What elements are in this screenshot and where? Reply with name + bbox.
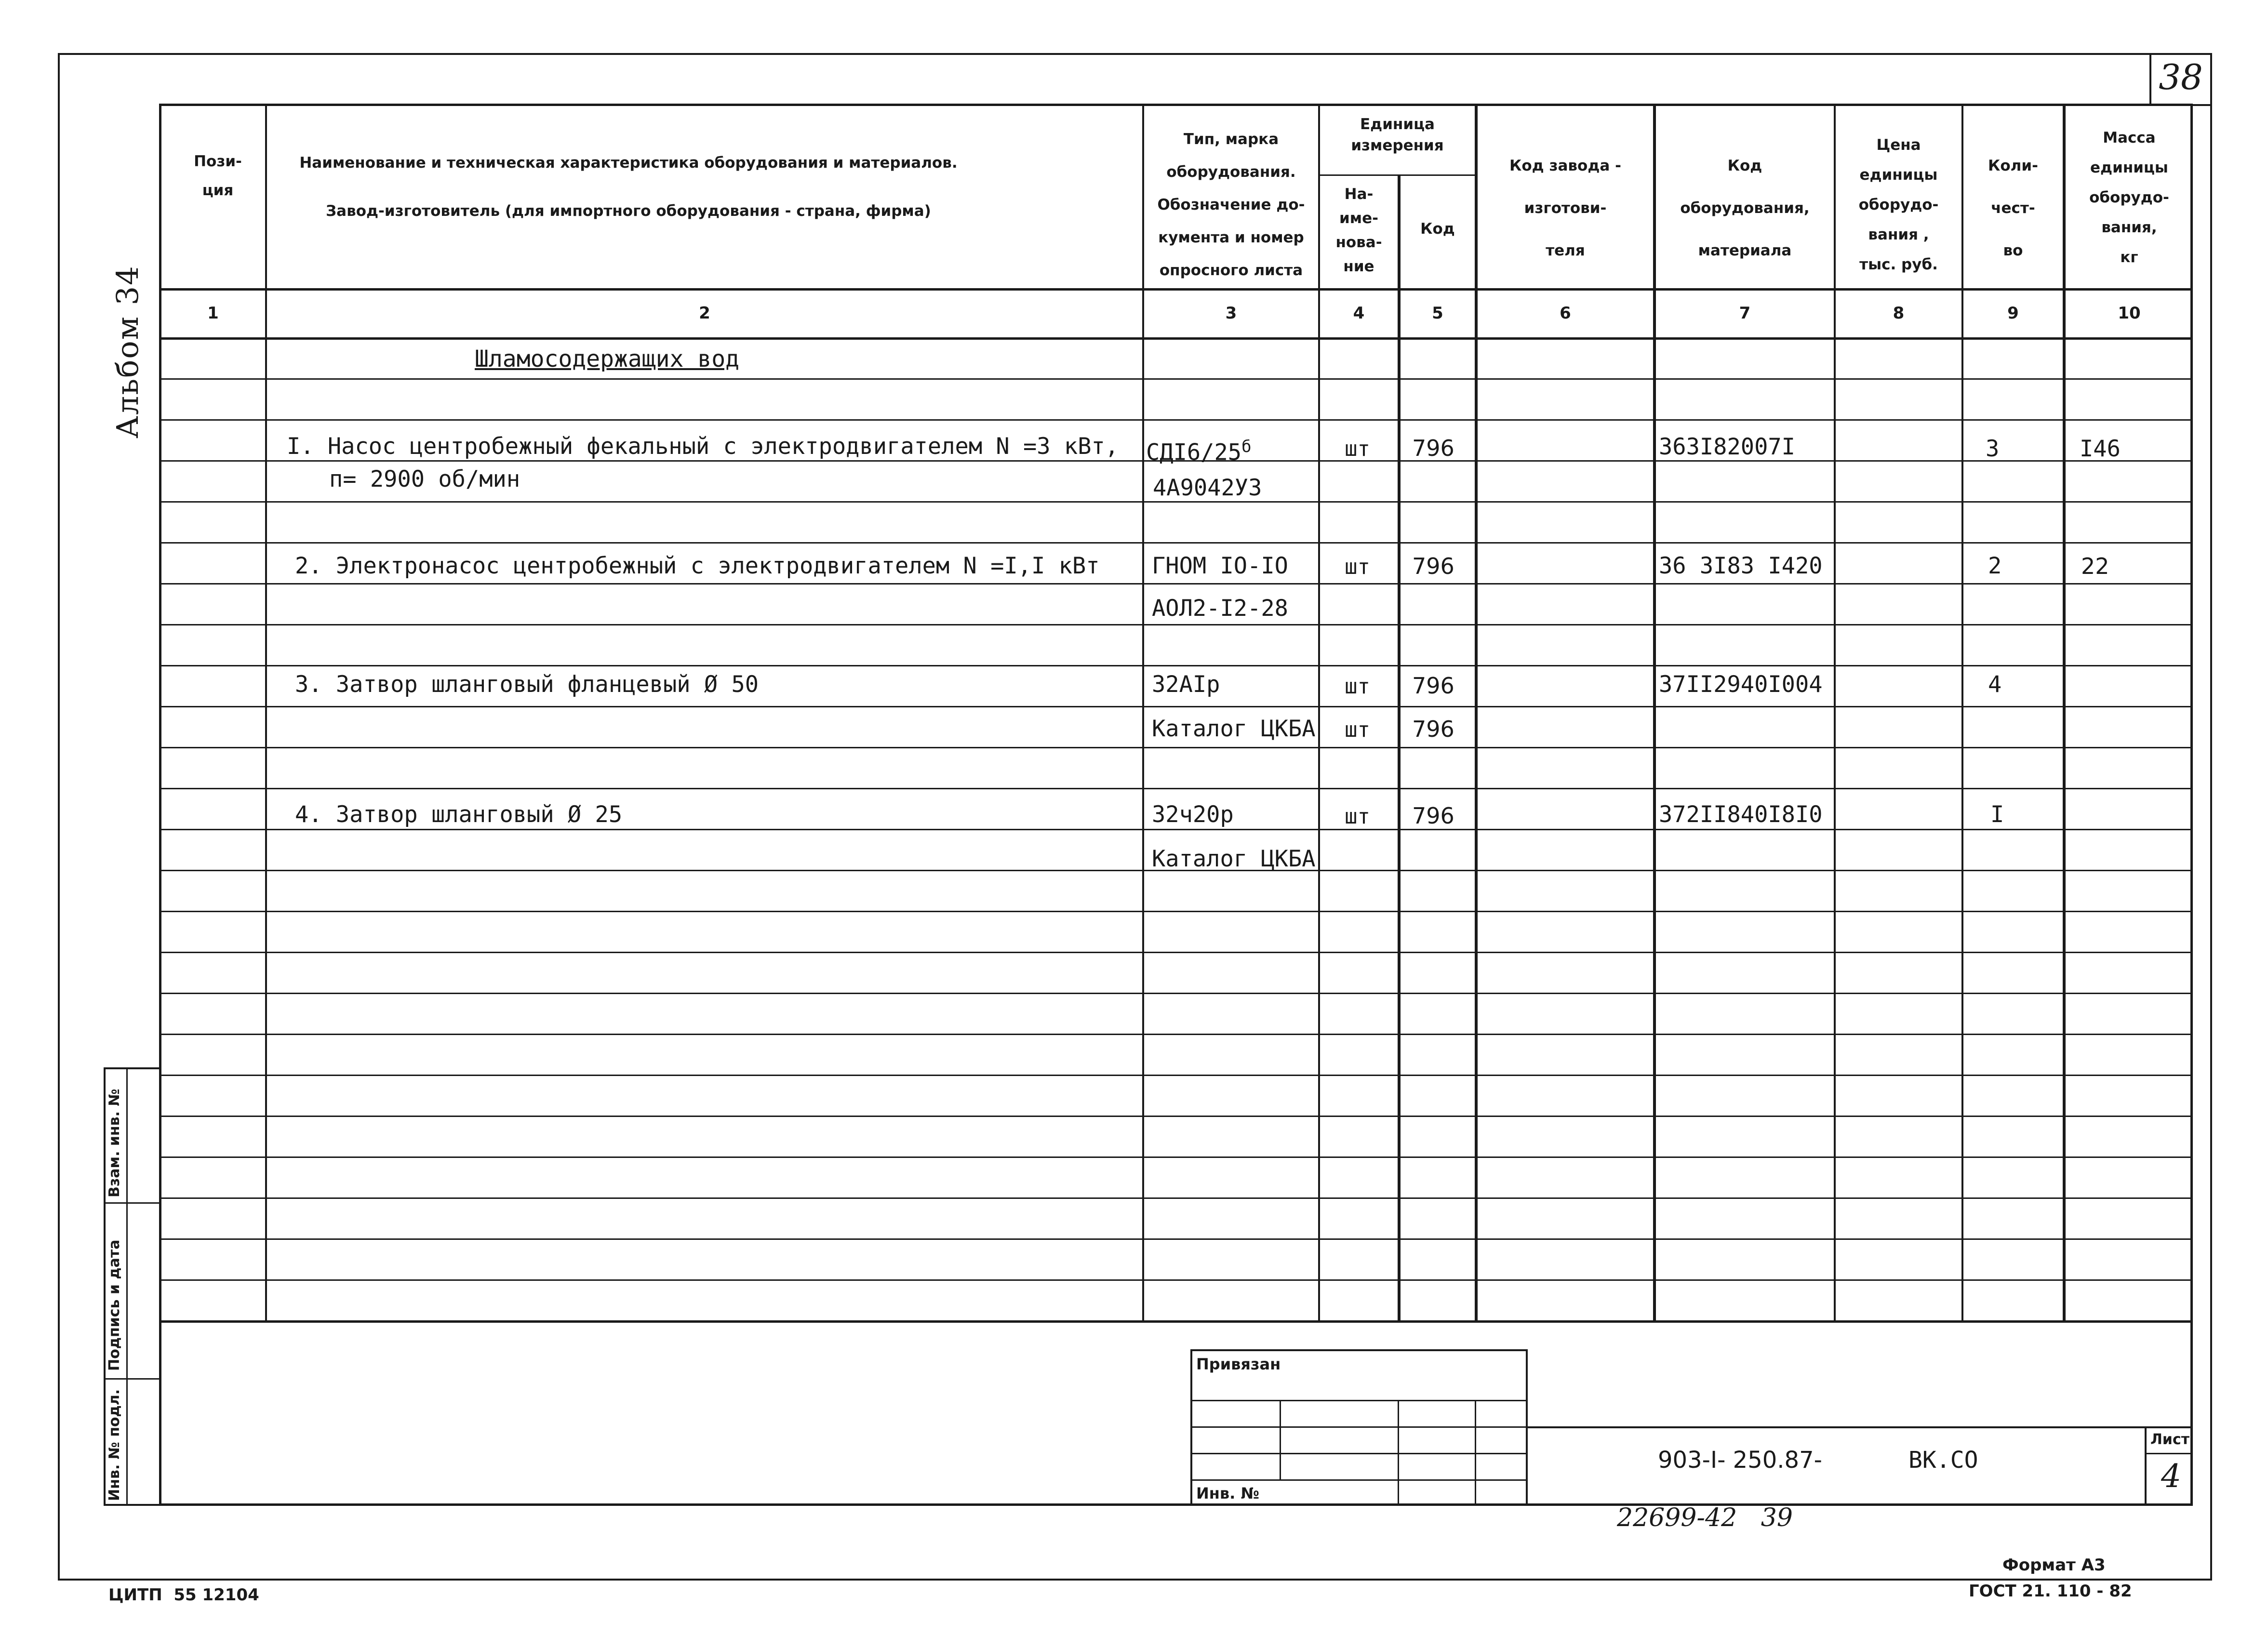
corner-sheet-number: 38 <box>2159 57 2203 97</box>
item-1-type2: 4А9042У3 <box>1153 475 1262 501</box>
item-4-unit: шт <box>1345 804 1370 829</box>
handwritten-reference: 22699-42 39 <box>1617 1503 1793 1532</box>
section-title: Шламосодержащих вод <box>475 346 740 372</box>
item-2-unit-code: 796 <box>1412 553 1454 579</box>
inv-label: Инв. № <box>1196 1484 1259 1502</box>
header-equipment-code: Код оборудования, материала <box>1680 157 1810 259</box>
header-name-line1: Наименование и техническая характеристика оборудования и материалов. <box>299 154 958 172</box>
item-1-code: 363I82007I <box>1659 434 1795 460</box>
col-num-5: 5 <box>1432 304 1443 323</box>
item-1-mass: I46 <box>2080 436 2121 462</box>
item-4-type2: Каталог ЦКБА <box>1152 846 1316 872</box>
bottom-left-code: ЦИТП 55 12104 <box>108 1585 259 1605</box>
item-4-qty: I <box>1990 801 2004 828</box>
sheet-label: Лист <box>2150 1431 2190 1448</box>
item-2-type2: АОЛ2-I2-28 <box>1152 595 1288 622</box>
col-num-4: 4 <box>1353 304 1365 323</box>
col-num-1: 1 <box>207 304 219 323</box>
item-3-code: 37II2940I004 <box>1659 671 1823 698</box>
doc-suffix: ВК.СО <box>1908 1447 1978 1474</box>
item-1-type-text: СДI6/25 <box>1146 439 1242 466</box>
format-label: Формат А3 <box>2002 1555 2106 1575</box>
item-3-qty: 4 <box>1988 671 2002 698</box>
item-3-name: 3. Затвор шланговый фланцевый Ø 50 <box>295 671 759 698</box>
header-type: Тип, марка оборудования. Обозначение до- кумента и номер опросного листа <box>1157 131 1305 279</box>
item-2-type: ГНОМ IO-IO <box>1152 553 1288 579</box>
item-1-name: I. Насос центробежный фекальный с электродвигателем N =3 кВт, <box>287 433 1119 460</box>
col-num-8: 8 <box>1893 304 1905 323</box>
item-2-code: 36 3I83 I420 <box>1659 553 1823 579</box>
item-1-type-sup: б <box>1241 437 1252 456</box>
item-2-mass: 22 <box>2081 553 2109 579</box>
header-name-line2: Завод-изготовитель (для импортного оборудования - страна, фирма) <box>326 202 931 220</box>
item-1-name-cont: п= 2900 об/мин <box>329 466 520 492</box>
item-3-unit: шт <box>1345 674 1370 699</box>
stamp-vzam: Взам. инв. № <box>106 1089 123 1197</box>
header-unit-name: На- име- нова- ние <box>1335 186 1382 275</box>
item-3-type: 32АIр <box>1152 671 1220 698</box>
stamp-podpis: Подпись и дата <box>106 1239 123 1371</box>
item-3-unit-code: 796 <box>1412 673 1454 699</box>
header-factory-code: Код завода - изготови- теля <box>1509 157 1621 259</box>
item-1-unit-code: 796 <box>1412 435 1454 461</box>
col-num-2: 2 <box>699 304 710 323</box>
header-unit-group: Единица измерения <box>1351 116 1444 154</box>
col-num-9: 9 <box>2007 304 2019 323</box>
item-4-code: 372II840I8I0 <box>1659 801 1823 828</box>
album-label: Альбом 34 <box>110 265 145 439</box>
item-3-unit-code2: 796 <box>1412 716 1454 742</box>
col-num-7: 7 <box>1739 304 1751 323</box>
header-mass: Масса единицы оборудо- вания, кг <box>2089 129 2169 266</box>
item-2-qty: 2 <box>1988 553 2002 579</box>
gost-label: ГОСТ 21. 110 - 82 <box>1969 1582 2132 1601</box>
header-price: Цена единицы оборудо- вания , тыс. руб. <box>1858 136 1939 273</box>
doc-code: 903-I- 250.87- <box>1658 1447 1822 1474</box>
header-position: Пози- ция <box>194 153 242 199</box>
header-quantity: Коли- чест- во <box>1988 157 2038 259</box>
stamp-inv-podl: Инв. № подл. <box>106 1389 123 1501</box>
item-1-qty: 3 <box>1986 436 2000 462</box>
item-3-unit2: шт <box>1345 718 1370 742</box>
item-3-type2: Каталог ЦКБА <box>1152 716 1316 742</box>
item-2-unit: шт <box>1345 555 1370 579</box>
col-num-3: 3 <box>1225 304 1237 323</box>
col-num-6: 6 <box>1560 304 1571 323</box>
item-4-type: 32ч20р <box>1152 801 1234 828</box>
item-1-type <box>1146 430 1252 470</box>
item-4-name: 4. Затвор шланговый Ø 25 <box>295 801 623 828</box>
item-1-unit: шт <box>1345 437 1370 461</box>
sheet-number: 4 <box>2161 1458 2181 1495</box>
privyazan-label: Привязан <box>1196 1355 1281 1373</box>
item-2-name: 2. Электронасос центробежный с электродвигателем N =I,I кВт <box>295 553 1100 579</box>
header-unit-code: Код <box>1420 220 1455 238</box>
col-num-10: 10 <box>2118 304 2141 323</box>
item-4-unit-code: 796 <box>1412 803 1454 829</box>
